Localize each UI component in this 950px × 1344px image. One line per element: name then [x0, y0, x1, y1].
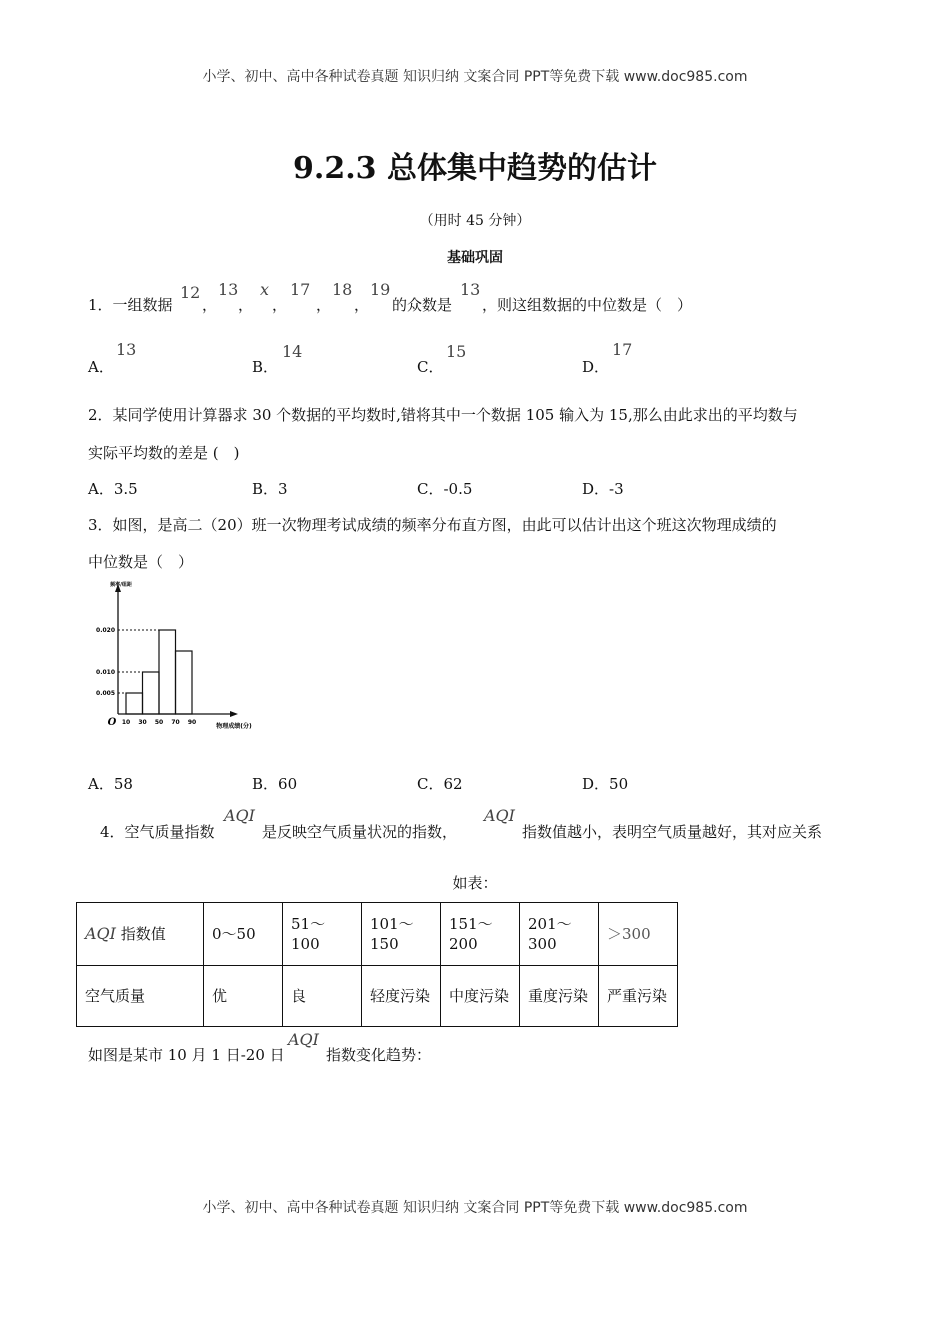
q4-prefix: 4．空气质量指数	[100, 823, 215, 841]
q1-option-a-value: 13	[116, 340, 137, 359]
q1-sep-3: ，	[272, 296, 288, 314]
aqi-label: AQI	[85, 924, 116, 943]
q1-mode-value: 13	[460, 280, 481, 299]
table-header-cell	[77, 903, 204, 966]
q1-option-a-label: A．	[88, 358, 114, 376]
q3-option-b: B．60	[252, 775, 298, 793]
q4-aqi-3: AQI	[288, 1030, 319, 1049]
q1-data-3: x	[260, 280, 270, 299]
page-header: 小学、初中、高中各种试卷真题 知识归纳 文案合同 PPT等免费下载 www.doc985.com	[202, 69, 748, 85]
histogram-bar	[126, 693, 143, 714]
q1-data-4: 17	[290, 280, 311, 299]
histogram-bar	[143, 672, 160, 714]
table-cell: 轻度污染	[362, 966, 441, 1027]
q1-sep-4: ，	[316, 296, 332, 314]
q2-option-c: C．-0.5	[417, 480, 473, 498]
origin-label: O	[107, 717, 117, 728]
x-axis-label: 物理成绩(分)	[216, 723, 252, 730]
aqi-index-label: 指数值	[120, 925, 166, 943]
table-row	[77, 966, 678, 1027]
q1-option-d-value: 17	[612, 340, 633, 359]
q4-line-2: 如表：	[452, 874, 498, 892]
histogram-bar	[159, 630, 176, 714]
q3-option-d: D．50	[582, 775, 629, 793]
q1-data-1: 12	[180, 283, 201, 302]
table-cell: 0～50	[204, 903, 283, 966]
x-tick-label: 10	[121, 719, 131, 726]
q1-suffix: ，则这组数据的中位数是（ ）	[482, 296, 693, 314]
q2-line-1: 2．某同学使用计算器求 30 个数据的平均数时,错将其中一个数据 105 输入为 15,那么由此求出的平均数与	[88, 406, 798, 424]
x-tick-label: 30	[138, 719, 147, 726]
q3-line-2: 中位数是（ ）	[88, 553, 194, 571]
x-tick-label: 50	[154, 719, 164, 726]
q1-sep-1: ，	[202, 296, 218, 314]
table-cell: 101～150	[362, 903, 441, 966]
x-tick-label: 90	[187, 719, 197, 726]
q1-option-d-label: D．	[582, 358, 610, 376]
q4-aqi-2: AQI	[484, 806, 515, 825]
q2-option-d: D．-3	[582, 480, 624, 498]
page-footer: 小学、初中、高中各种试卷真题 知识归纳 文案合同 PPT等免费下载 www.doc985.com	[202, 1200, 748, 1216]
q1-mode-text: 的众数是	[392, 296, 453, 314]
q4-after-prefix: 如图是某市 10 月 1 日-20 日	[88, 1046, 285, 1064]
q1-data-2: 13	[218, 280, 239, 299]
aqi-table	[76, 902, 678, 1027]
q2-option-b: B．3	[252, 480, 288, 498]
q1-sep-2: ，	[238, 296, 254, 314]
table-row	[77, 903, 678, 966]
q1-option-b-label: B．	[252, 358, 279, 376]
q3-option-a: A．58	[88, 775, 133, 793]
q1-option-c-label: C．	[417, 358, 444, 376]
histogram-bar	[176, 651, 193, 714]
table-header-cell: 空气质量	[77, 966, 204, 1027]
q4-middle: 是反映空气质量状况的指数，	[262, 823, 458, 841]
table-cell: 良	[283, 966, 362, 1027]
table-cell: 中度污染	[441, 966, 520, 1027]
table-cell: 重度污染	[520, 966, 599, 1027]
q1-data-6: 19	[370, 280, 391, 299]
y-axis-label: 频率/组距	[110, 582, 132, 588]
x-tick-label: 70	[171, 719, 180, 726]
y-tick-label: 0.005	[96, 690, 115, 697]
q3-line-1: 3．如图，是高二（20）班一次物理考试成绩的频率分布直方图，由此可以估计出这个班这次物理成绩的	[88, 516, 777, 534]
table-cell: 优	[204, 966, 283, 1027]
time-note: （用时 45 分钟）	[419, 213, 531, 229]
q4-after-suffix: 指数变化趋势：	[326, 1046, 432, 1064]
y-tick-label: 0.020	[96, 627, 115, 634]
table-cell: 严重污染	[599, 966, 678, 1027]
q3-option-c: C．62	[417, 775, 463, 793]
q4-aqi-1: AQI	[224, 806, 255, 825]
table-cell: ＞300	[599, 903, 678, 966]
x-axis-arrow	[230, 711, 238, 717]
table-cell: 51～100	[283, 903, 362, 966]
page-title: 9.2.3 总体集中趋势的估计	[293, 151, 657, 186]
section-heading: 基础巩固	[447, 250, 503, 266]
q2-line-2: 实际平均数的差是 ( )	[88, 444, 240, 462]
q2-option-a: A．3.5	[88, 480, 138, 498]
table-cell: 201～300	[520, 903, 599, 966]
q1-option-c-value: 15	[446, 342, 467, 361]
q1-sep-5: ，	[354, 296, 370, 314]
histogram-chart	[84, 578, 264, 738]
q4-suffix: 指数值越小，表明空气质量越好，其对应关系	[522, 823, 823, 841]
q1-data-5: 18	[332, 280, 353, 299]
y-tick-label: 0.010	[96, 669, 115, 676]
q1-option-b-value: 14	[282, 342, 303, 361]
q1-prefix: 1．一组数据	[88, 296, 173, 314]
table-cell: 151～200	[441, 903, 520, 966]
